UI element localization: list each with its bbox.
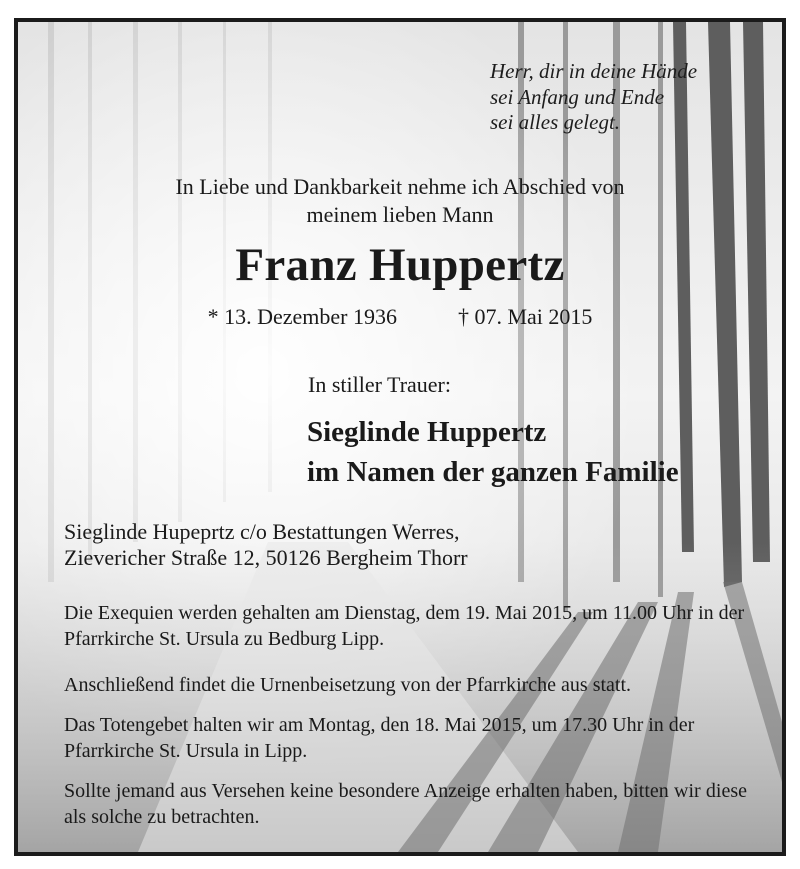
motto-line: sei alles gelegt. [490, 110, 621, 134]
service-paragraph: Die Exequien werden gehalten am Dienstag, dem 19. Mai 2015, um 11.00 Uhr in der Pfarrkirche St. Ursula zu Bedburg Lipp. [64, 602, 745, 650]
motto-verse [490, 59, 697, 136]
notice-paragraph: Sollte jemand aus Versehen keine besondere Anzeige erhalten haben, bitten wir diese als solche zu betrachten. [64, 780, 747, 828]
address-line-2: Zievericher Straße 12, 50126 Bergheim Thorr [64, 545, 468, 570]
life-dates [18, 304, 782, 330]
burial-paragraph: Anschließend findet die Urnenbeisetzung von der Pfarrkirche aus statt. [64, 674, 632, 696]
birth-date: * 13. Dezember 1936 [207, 304, 397, 329]
mourner-name: Sieglinde Huppertz [307, 416, 547, 448]
farewell-intro [18, 173, 782, 229]
motto-line: sei Anfang und Ende [490, 84, 665, 109]
address-line-1: Sieglinde Hupeprtz c/o Bestattungen Werres, [64, 519, 460, 544]
prayer-paragraph: Das Totengebet halten wir am Montag, den 18. Mai 2015, um 17.30 Uhr in der Pfarrkirche St. Ursula in Lipp. [64, 714, 695, 762]
death-date: † 07. Mai 2015 [457, 304, 593, 329]
mourners-block [307, 412, 679, 492]
motto-line: Herr, dir in deine Hände [490, 59, 698, 83]
mourner-family: im Namen der ganzen Familie [307, 456, 679, 488]
obituary-notice [14, 18, 786, 856]
intro-line-1: In Liebe und Dankbarkeit nehme ich Abschied von [175, 174, 625, 199]
mourning-label: In stiller Trauer: [308, 372, 451, 397]
intro-line-2: meinem lieben Mann [306, 202, 494, 227]
deceased-name: Franz Huppertz [235, 239, 565, 291]
contact-address [64, 519, 468, 571]
